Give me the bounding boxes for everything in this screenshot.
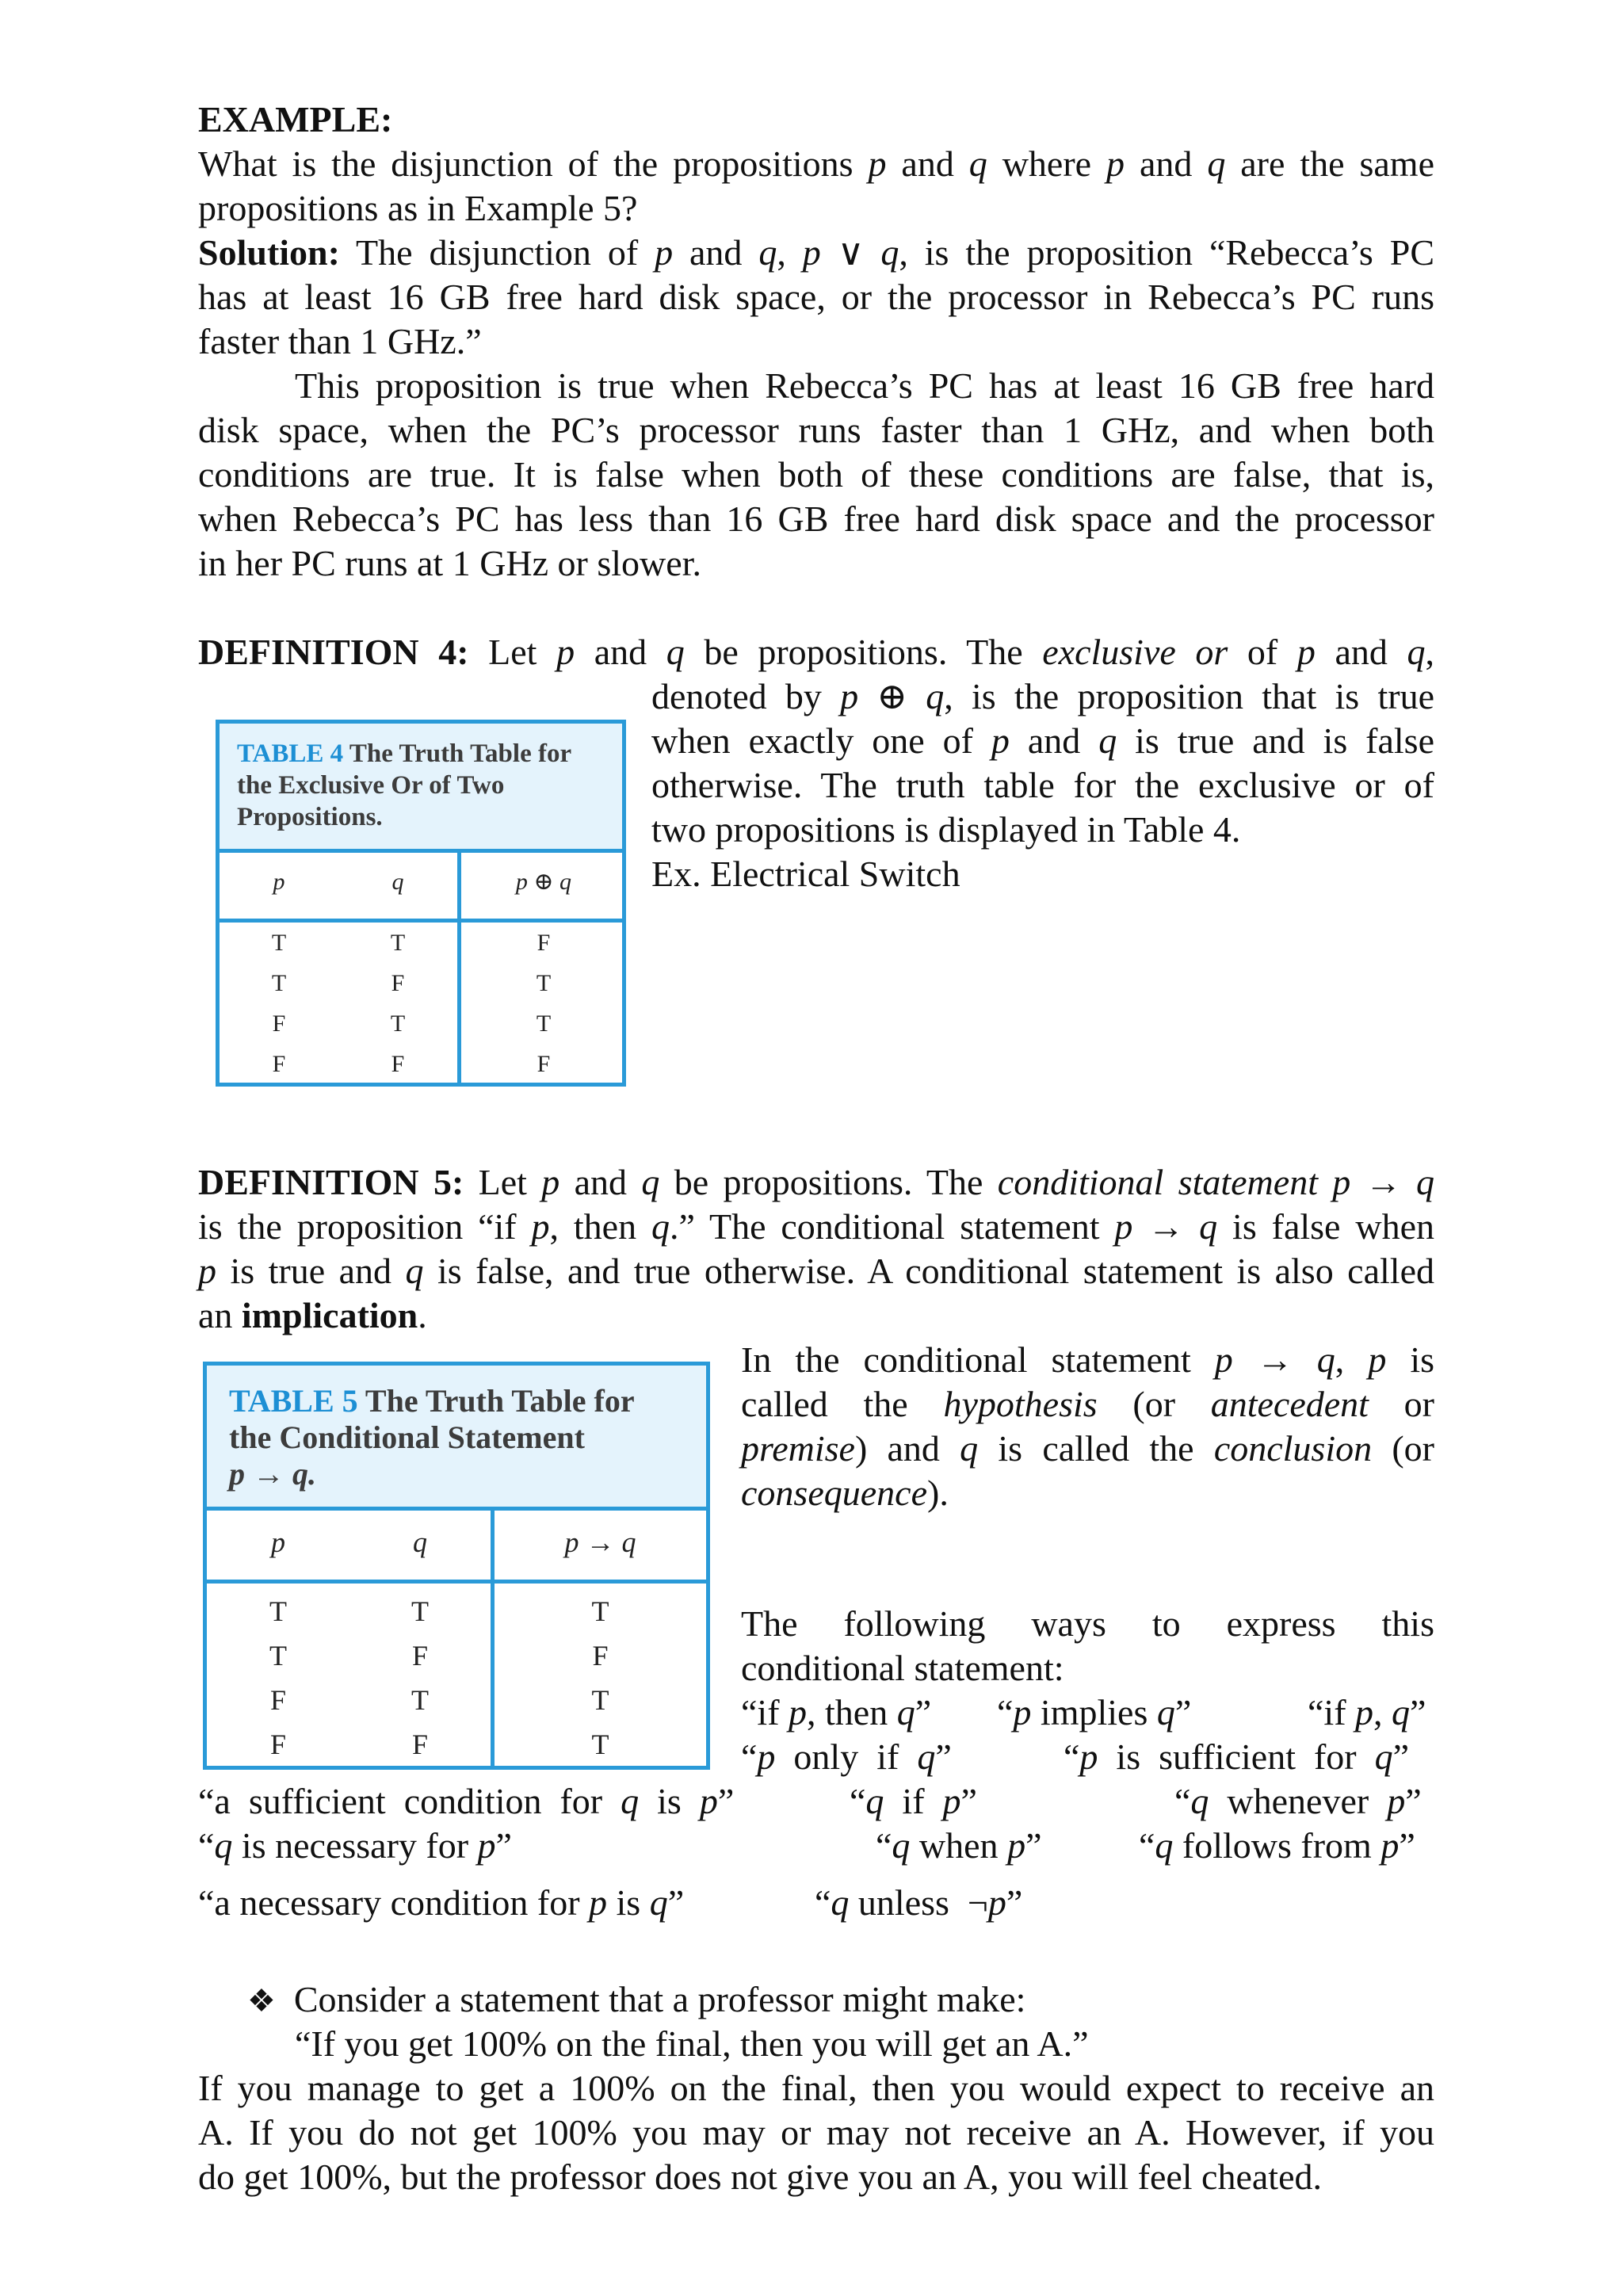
table-5-title-expression: p → q.	[229, 1456, 316, 1492]
table-4-header-p: p	[273, 869, 285, 895]
definition5-line4: an implication.	[198, 1295, 427, 1335]
way-necessary: “q is necessary for p”	[198, 1825, 512, 1866]
way-unless: “q unless ¬p”	[815, 1882, 1023, 1923]
way-whenever: “q whenever p”	[1174, 1781, 1422, 1821]
definition4-example: Ex. Electrical Switch	[651, 854, 960, 894]
table-5-number: TABLE 5	[229, 1383, 358, 1419]
way-if-then: “if p, then q”	[741, 1692, 932, 1733]
definition4-line5: two propositions is displayed in Table 4.	[651, 809, 1241, 850]
definition4-line1: DEFINITION 4: Let p and q be propositions. The exclusive or of p and q,	[198, 632, 1434, 672]
table-4-caption: TABLE 4 The Truth Table for the Exclusive Or of Two Propositions.	[220, 724, 622, 853]
definition4-line3: when exactly one of p and q is true and is false	[651, 720, 1434, 761]
table-4-header-xor: p ⊕ q	[515, 869, 572, 895]
example-para-line4: when Rebecca’s PC has less than 16 GB free hard disk space and the processor	[198, 499, 1434, 539]
example-heading: EXAMPLE:	[198, 99, 393, 139]
example-para-line5: in her PC runs at 1 GHz or slower.	[198, 543, 701, 583]
way-only-if: “p only if q”	[741, 1736, 952, 1777]
solution-line2: has at least 16 GB free hard disk space, or the processor in Rebecca’s PC runs	[198, 277, 1434, 317]
professor-para-line1: If you manage to get a 100% on the final, then you would expect to receive an	[198, 2068, 1434, 2108]
way-sufficient-condition: “a sufficient condition for q is p”	[198, 1781, 735, 1821]
solution-label: Solution:	[198, 232, 340, 273]
table-5-caption: TABLE 5 The Truth Table for the Conditional Statement p → q.	[207, 1366, 706, 1511]
definition4-label: DEFINITION 4:	[198, 632, 469, 672]
example-para-line1: This proposition is true when Rebecca’s PC has at least 16 GB free hard	[295, 365, 1434, 406]
definition4-line4: otherwise. The truth table for the exclusive or of	[651, 765, 1434, 805]
way-sufficient: “p is sufficient for q”	[1064, 1736, 1410, 1777]
professor-quote: “If you get 100% on the final, then you will get an A.”	[295, 2023, 1089, 2064]
professor-para-line2: A. If you do not get 100% you may or may not receive an A. However, if you	[198, 2112, 1434, 2153]
example-para-line2: disk space, when the PC’s processor runs faster than 1 GHz, and when both	[198, 410, 1434, 450]
definition4-line2: denoted by p ⊕ q, is the proposition that is true	[651, 676, 1434, 716]
way-when: “q when p”	[876, 1825, 1042, 1866]
hypothesis-line1: In the conditional statement p → q, p is	[741, 1339, 1435, 1380]
hypothesis-line3: premise) and q is called the conclusion (or	[741, 1428, 1434, 1469]
table-5-header-p: p	[271, 1526, 285, 1558]
way-follows: “q follows from p”	[1139, 1825, 1415, 1866]
example-question-line1: What is the disjunction of the propositions p and q where p and q are the same	[198, 143, 1434, 184]
way-q-if-p: “q if p”	[850, 1781, 977, 1821]
way-implies: “p implies q”	[997, 1692, 1192, 1733]
definition5-line2: is the proposition “if p, then q.” The conditional statement p → q is false when	[198, 1206, 1434, 1247]
table-5-header-implies: p → q	[564, 1526, 636, 1558]
ways-intro-line2: conditional statement:	[741, 1648, 1064, 1688]
professor-para-line3: do get 100%, but the professor does not give you an A, you will feel cheated.	[198, 2157, 1323, 2197]
hypothesis-line4: consequence).	[741, 1473, 949, 1513]
implication-term: implication	[241, 1295, 418, 1335]
example-question-line2: propositions as in Example 5?	[198, 188, 638, 228]
table-4: TABLE 4 The Truth Table for the Exclusive Or of Two Propositions. p q p ⊕ q T T F T F T F T T F F F	[216, 720, 626, 1087]
example-para-line3: conditions are true. It is false when both of these conditions are false, that is,	[198, 454, 1434, 495]
solution-line3: faster than 1 GHz.”	[198, 321, 482, 361]
way-necessary-condition: “a necessary condition for p is q”	[198, 1882, 685, 1923]
solution-line1: Solution: The disjunction of p and q, p ∨ q, is the proposition “Rebecca’s PC	[198, 232, 1434, 273]
way-if-comma: “if p, q”	[1308, 1692, 1426, 1733]
ways-intro-line1: The following ways to express this	[741, 1603, 1434, 1644]
definition5-label: DEFINITION 5:	[198, 1162, 464, 1202]
table-5: TABLE 5 The Truth Table for the Conditional Statement p → q. p q p → q T T T T F F F T T F F T	[203, 1362, 710, 1770]
table-4-number: TABLE 4	[237, 739, 344, 768]
table-4-header-q: q	[391, 869, 404, 895]
definition5-line3: p is true and q is false, and true otherwise. A conditional statement is also called	[198, 1251, 1434, 1291]
professor-bullet-line	[247, 1977, 1025, 2023]
professor-intro: Consider a statement that a professor might make:	[293, 1979, 1026, 2019]
hypothesis-line2: called the hypothesis (or antecedent or	[741, 1384, 1435, 1424]
definition5-line1: DEFINITION 5: Let p and q be propositions. The conditional statement p → q	[198, 1162, 1434, 1202]
table-5-header-q: q	[413, 1526, 427, 1558]
diamond-bullet-icon: ❖	[247, 1983, 276, 2019]
